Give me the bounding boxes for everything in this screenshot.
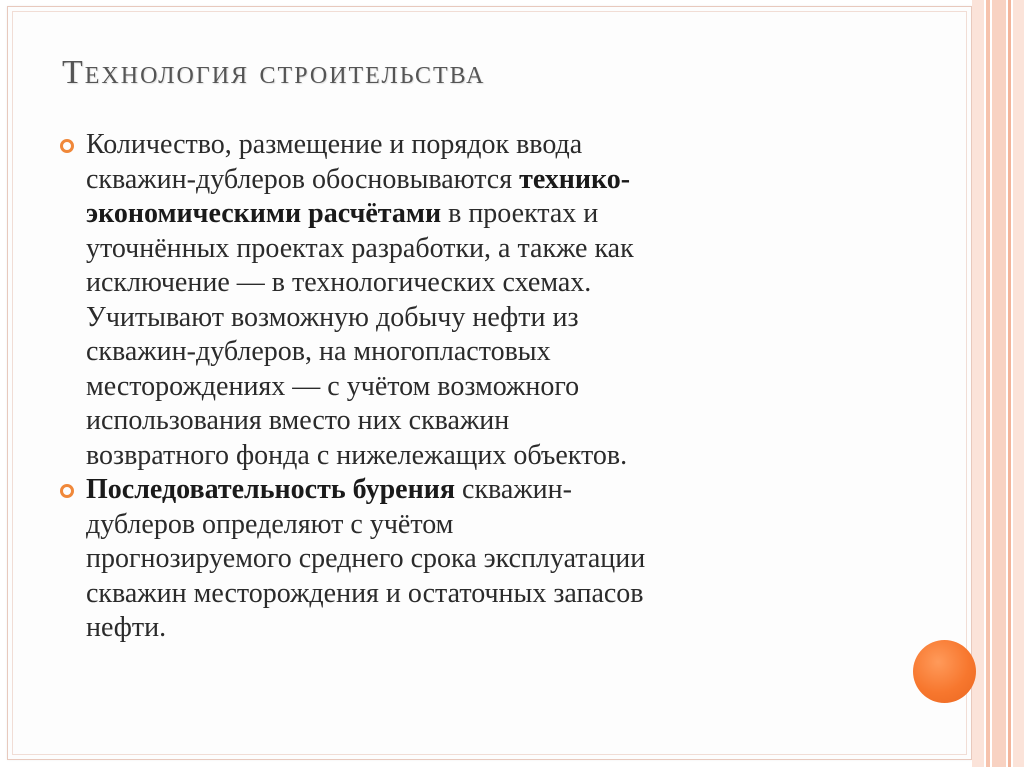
bullet-text-line	[86, 232, 860, 267]
orange-circle-decoration	[913, 640, 976, 703]
bullet-text-line	[86, 128, 860, 163]
stripe	[1013, 0, 1024, 767]
bullet-text-line	[86, 473, 860, 508]
orange-ring-bullet-icon	[60, 139, 74, 153]
text-segment: использования вместо них скважин	[86, 405, 510, 436]
bullet-text-line	[86, 611, 860, 646]
bullet-item	[60, 473, 860, 646]
text-segment: Учитывают возможную добычу нефти из	[86, 301, 579, 333]
text-segment: возвратного фонда с нижележащих объектов.	[86, 439, 628, 471]
bullet-text-line	[86, 301, 860, 336]
bullet-list	[60, 128, 860, 646]
bullet-text-line	[86, 439, 860, 474]
bullet-item	[60, 128, 860, 473]
stripe	[986, 0, 990, 767]
bullet-text-line	[86, 542, 860, 577]
text-segment: дублеров определяют с учётом	[86, 508, 454, 540]
text-segment: скважин-дублеров, на многопластовых	[86, 336, 551, 367]
bullet-text-line	[86, 577, 860, 612]
bold-text-segment: технико-	[519, 163, 631, 195]
text-segment: скважин-	[455, 474, 572, 505]
bullet-text-line	[86, 163, 860, 198]
decorative-side-stripes	[972, 0, 1024, 767]
text-segment: нефти.	[86, 612, 167, 643]
bullet-text-line	[86, 508, 860, 543]
bold-text-segment: экономическими расчётами	[86, 198, 442, 229]
stripe	[972, 0, 984, 767]
bullet-text-line	[86, 404, 860, 439]
text-segment: скважин-дублеров обосновываются	[86, 163, 520, 195]
text-segment: скважин месторождения и остаточных запасов	[86, 577, 644, 609]
slide-title: Технология строительства	[62, 54, 486, 91]
text-segment: исключение — в технологических схемах.	[86, 267, 592, 298]
text-segment: прогнозируемого среднего срока эксплуатации	[86, 543, 646, 574]
text-segment: месторождениях — с учётом возможного	[86, 370, 580, 402]
text-segment: уточнённых проектах разработки, а также как	[86, 232, 634, 264]
bullet-text-line	[86, 266, 860, 301]
bullet-text-line	[86, 197, 860, 232]
orange-ring-bullet-icon	[60, 484, 74, 498]
text-segment: в проектах и	[441, 198, 599, 229]
bullet-text-line	[86, 370, 860, 405]
bold-text-segment: Последовательность бурения	[86, 474, 456, 505]
bullet-text-line	[86, 335, 860, 370]
stripe	[1008, 0, 1011, 767]
text-segment: Количество, размещение и порядок ввода	[86, 129, 583, 160]
stripe	[992, 0, 1006, 767]
